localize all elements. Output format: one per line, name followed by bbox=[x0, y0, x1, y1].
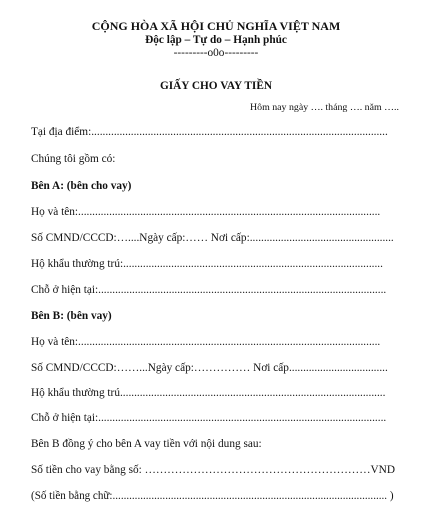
party-b-heading: Bên B: (bên vay) bbox=[31, 310, 112, 322]
party-b-id-field: Số CMND/CCCD:……...Ngày cấp:…………… Nơi cấp................................... bbox=[31, 362, 388, 374]
party-b-residence-field: Hộ khẩu thường trú.............................................................................................. bbox=[31, 387, 386, 399]
header-divider: ---------o0o--------- bbox=[173, 47, 259, 59]
document-title: GIẤY CHO VAY TIỀN bbox=[159, 80, 273, 92]
national-motto: Độc lập – Tự do – Hạnh phúc bbox=[145, 34, 287, 46]
party-a-heading: Bên A: (bên cho vay) bbox=[31, 180, 132, 192]
party-a-address-field: Chỗ ở hiện tại:...................................................................................................... bbox=[31, 284, 387, 296]
loan-amount-words-field: (Số tiền bằng chữ:................................................................................................... ) bbox=[31, 490, 394, 502]
party-a-name-field: Họ và tên:........................................................................................................... bbox=[31, 206, 381, 218]
loan-amount-field: Số tiền cho vay bằng số: ……………………………………………………VND bbox=[31, 464, 395, 476]
party-a-id-field: Số CMND/CCCD:…....Ngày cấp:…… Nơi cấp:................................................... bbox=[31, 232, 394, 244]
party-b-name-field: Họ và tên:........................................................................................................... bbox=[31, 336, 381, 348]
country-header: CỘNG HÒA XÃ HỘI CHỦ NGHĨA VIỆT NAM bbox=[91, 19, 341, 33]
party-a-residence-field: Hộ khẩu thường trú:............................................................................................ bbox=[31, 258, 383, 270]
party-b-address-field: Chỗ ở hiện tại:...................................................................................................... bbox=[31, 412, 387, 424]
location-field: Tại địa điểm:......................................................................................................... bbox=[31, 126, 388, 138]
date-line: Hôm nay ngày …. tháng …. năm ….. bbox=[250, 102, 399, 113]
agreement-text: Bên B đồng ý cho bên A vay tiền với nội dung sau: bbox=[31, 438, 262, 450]
intro-text: Chúng tôi gồm có: bbox=[31, 153, 116, 165]
